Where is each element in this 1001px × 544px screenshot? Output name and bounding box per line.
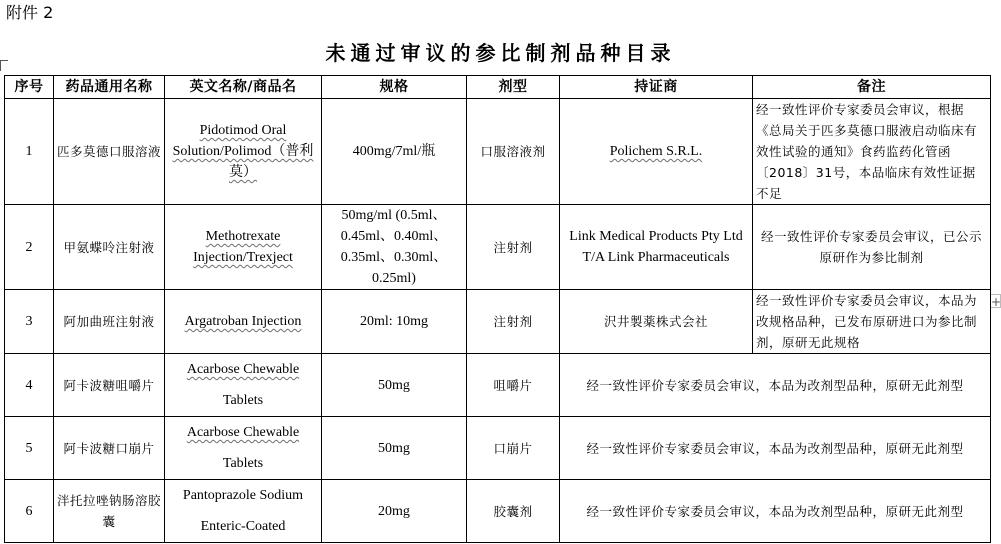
cell-no: 4	[5, 354, 54, 417]
cell-spec: 50mg	[322, 354, 467, 417]
cell-name-cn: 匹多莫德口服溶液	[54, 99, 165, 205]
table-row	[5, 205, 991, 290]
cell-no: 2	[5, 205, 54, 290]
cell-name-en	[165, 417, 322, 480]
column-header-no: 序号	[5, 76, 54, 99]
cell-name-en-bottom: Tablets	[222, 456, 264, 471]
table-row	[5, 417, 991, 480]
cell-name-en	[165, 480, 322, 543]
cell-remark: 经一致性评价专家委员会审议，已公示原研作为参比制剂	[753, 205, 991, 290]
column-header-form: 剂型	[467, 76, 560, 99]
cell-name-en-text: Methotrexate Injection/Trexject	[193, 229, 293, 265]
cell-remark: 经一致性评价专家委员会审议，根据《总局关于匹多莫德口服液启动临床有效性试验的通知》食药监药化管函〔2018〕31号，本品临床有效性证据不足	[753, 99, 991, 205]
cell-name-en-top: Acarbose Chewable	[186, 425, 300, 440]
cell-holder-text: Polichem S.R.L.	[609, 144, 703, 159]
cell-name-en	[165, 354, 322, 417]
cell-form: 咀嚼片	[467, 354, 560, 417]
cell-remark: 经一致性评价专家委员会审议，本品为改规格品种，已发布原研进口为参比制剂，原研无此规格	[753, 290, 991, 354]
column-header-spec: 规格	[322, 76, 467, 99]
cell-name-cn: 阿卡波糖咀嚼片	[54, 354, 165, 417]
cell-form: 口服溶液剂	[467, 99, 560, 205]
cell-name-en-top: Acarbose Chewable	[186, 362, 300, 377]
cell-holder: Link Medical Products Pty Ltd T/A Link Pharmaceuticals	[560, 205, 753, 290]
table-row	[5, 99, 991, 205]
cell-spec: 400mg/7ml/瓶	[322, 99, 467, 205]
column-header-name-cn: 药品通用名称	[54, 76, 165, 99]
cell-spec: 20mg	[322, 480, 467, 543]
cell-spec: 20ml: 10mg	[322, 290, 467, 354]
cell-name-en	[165, 205, 322, 290]
cell-name-en-top: Pantoprazole Sodium	[182, 488, 304, 503]
cell-holder	[560, 99, 753, 205]
catalog-table	[4, 75, 991, 543]
cell-name-cn: 阿卡波糖口崩片	[54, 417, 165, 480]
cell-name-cn: 甲氨蝶呤注射液	[54, 205, 165, 290]
column-header-holder: 持证商	[560, 76, 753, 99]
cell-form: 注射剂	[467, 290, 560, 354]
cell-remark: 经一致性评价专家委员会审议，本品为改剂型品种，原研无此剂型	[560, 417, 991, 480]
table-header-row	[5, 76, 991, 99]
cell-name-en	[165, 99, 322, 205]
cell-name-en-bottom: Enteric-Coated	[200, 519, 286, 534]
cell-name-cn: 阿加曲班注射液	[54, 290, 165, 354]
cell-no: 1	[5, 99, 54, 205]
cell-name-en-text: Argatroban Injection	[184, 314, 302, 329]
column-header-name-en: 英文名称/商品名	[165, 76, 322, 99]
cell-spec: 50mg/ml (0.5ml、0.45ml、0.40ml、0.35ml、0.30ml、0.25ml)	[322, 205, 467, 290]
cell-holder: 沢井製薬株式会社	[560, 290, 753, 354]
cell-spec: 50mg	[322, 417, 467, 480]
cell-name-en	[165, 290, 322, 354]
table-row	[5, 480, 991, 543]
cell-name-en-text: Pidotimod Oral Solution/Polimod（普利莫）	[172, 123, 314, 180]
cell-remark: 经一致性评价专家委员会审议，本品为改剂型品种，原研无此剂型	[560, 354, 991, 417]
cell-name-cn: 泮托拉唑钠肠溶胶囊	[54, 480, 165, 543]
attachment-label: 附件 2	[6, 3, 54, 22]
table-row	[5, 290, 991, 354]
table-row	[5, 354, 991, 417]
page-title: 未通过审议的参比制剂品种目录	[325, 41, 676, 65]
cell-name-en-bottom: Tablets	[222, 393, 264, 408]
cell-form: 注射剂	[467, 205, 560, 290]
cell-form: 胶囊剂	[467, 480, 560, 543]
cell-no: 6	[5, 480, 54, 543]
add-row-handle-icon[interactable]: +	[991, 295, 1001, 309]
cell-remark: 经一致性评价专家委员会审议，本品为改剂型品种，原研无此剂型	[560, 480, 991, 543]
cell-no: 3	[5, 290, 54, 354]
column-header-remark: 备注	[753, 76, 991, 99]
cell-form: 口崩片	[467, 417, 560, 480]
cell-no: 5	[5, 417, 54, 480]
